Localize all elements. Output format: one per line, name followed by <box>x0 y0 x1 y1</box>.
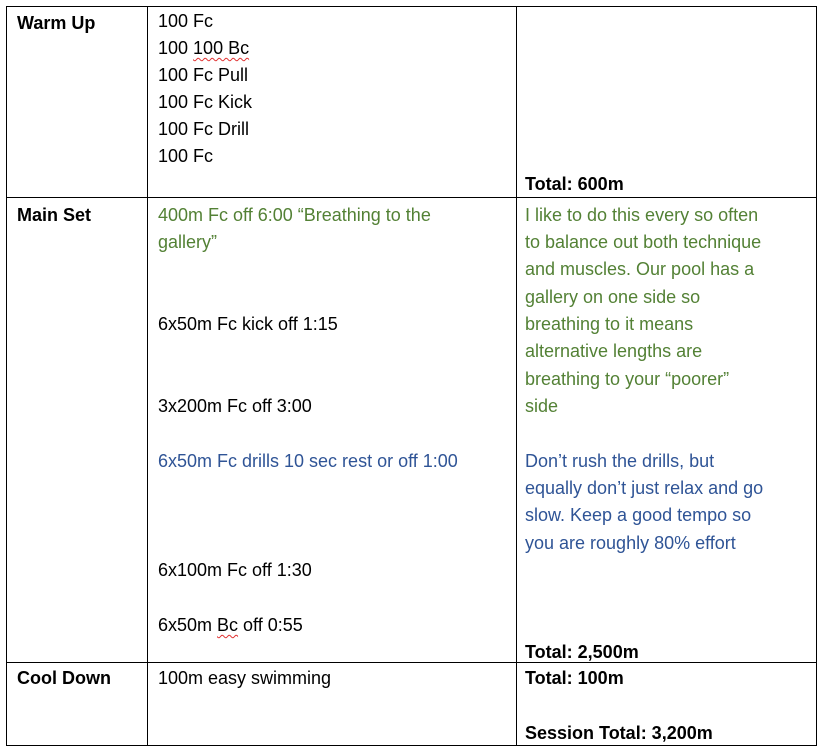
note-line: you are roughly 80% effort <box>525 533 736 553</box>
cooldown-items-cell <box>148 663 517 746</box>
mainset-label: Main Set <box>17 205 92 225</box>
table-row <box>7 198 817 663</box>
note-line: to balance out both technique <box>525 232 762 252</box>
warmup-item: 100 Fc <box>158 11 214 31</box>
session-total: Session Total: 3,200m <box>525 723 713 743</box>
mainset-set: 6x50m Fc kick off 1:15 <box>158 314 338 334</box>
warmup-item: 100 Fc Kick <box>158 92 253 112</box>
warmup-item: 100 Fc <box>158 146 214 166</box>
note-line: gallery on one side so <box>525 287 701 307</box>
note-line: equally don’t just relax and go <box>525 478 764 498</box>
cooldown-label-cell <box>7 663 148 746</box>
misspelled-word: Bc <box>217 615 239 635</box>
cooldown-label: Cool Down <box>17 668 111 688</box>
mainset-label-cell <box>7 198 148 663</box>
cooldown-notes-cell <box>517 663 817 746</box>
warmup-total: Total: 600m <box>525 174 624 194</box>
warmup-item: 100 100 Bc <box>158 38 250 58</box>
note-line: Don’t rush the drills, but <box>525 451 715 471</box>
mainset-set-line: 400m Fc off 6:00 “Breathing to the <box>158 205 431 225</box>
warmup-label: Warm Up <box>17 13 96 33</box>
mainset-set: 3x200m Fc off 3:00 <box>158 396 312 416</box>
table-row <box>7 7 817 198</box>
note-line: alternative lengths are <box>525 341 703 361</box>
note-line: slow. Keep a good tempo so <box>525 505 752 525</box>
warmup-item: 100 Fc Drill <box>158 119 250 139</box>
note-line: breathing to your “poorer” <box>525 369 730 389</box>
warmup-notes-cell <box>517 7 817 198</box>
misspelled-word: 100 Bc <box>193 38 250 58</box>
session-table <box>6 6 817 746</box>
table-row <box>7 663 817 746</box>
cooldown-item: 100m easy swimming <box>158 668 332 688</box>
warmup-item: 100 Fc Pull <box>158 65 249 85</box>
mainset-notes-cell <box>517 198 817 663</box>
mainset-total: Total: 2,500m <box>525 642 639 662</box>
note-line: I like to do this every so often <box>525 205 759 225</box>
warmup-items-cell <box>148 7 517 198</box>
mainset-set-line: gallery” <box>158 232 218 252</box>
note-line: and muscles. Our pool has a <box>525 259 755 279</box>
cooldown-total: Total: 100m <box>525 668 624 688</box>
mainset-set: 6x50m Bc off 0:55 <box>158 615 303 635</box>
mainset-set: 6x50m Fc drills 10 sec rest or off 1:00 <box>158 451 458 471</box>
note-line: breathing to it means <box>525 314 694 334</box>
warmup-label-cell <box>7 7 148 198</box>
mainset-set: 6x100m Fc off 1:30 <box>158 560 312 580</box>
mainset-items-cell <box>148 198 517 663</box>
note-line: side <box>525 396 559 416</box>
